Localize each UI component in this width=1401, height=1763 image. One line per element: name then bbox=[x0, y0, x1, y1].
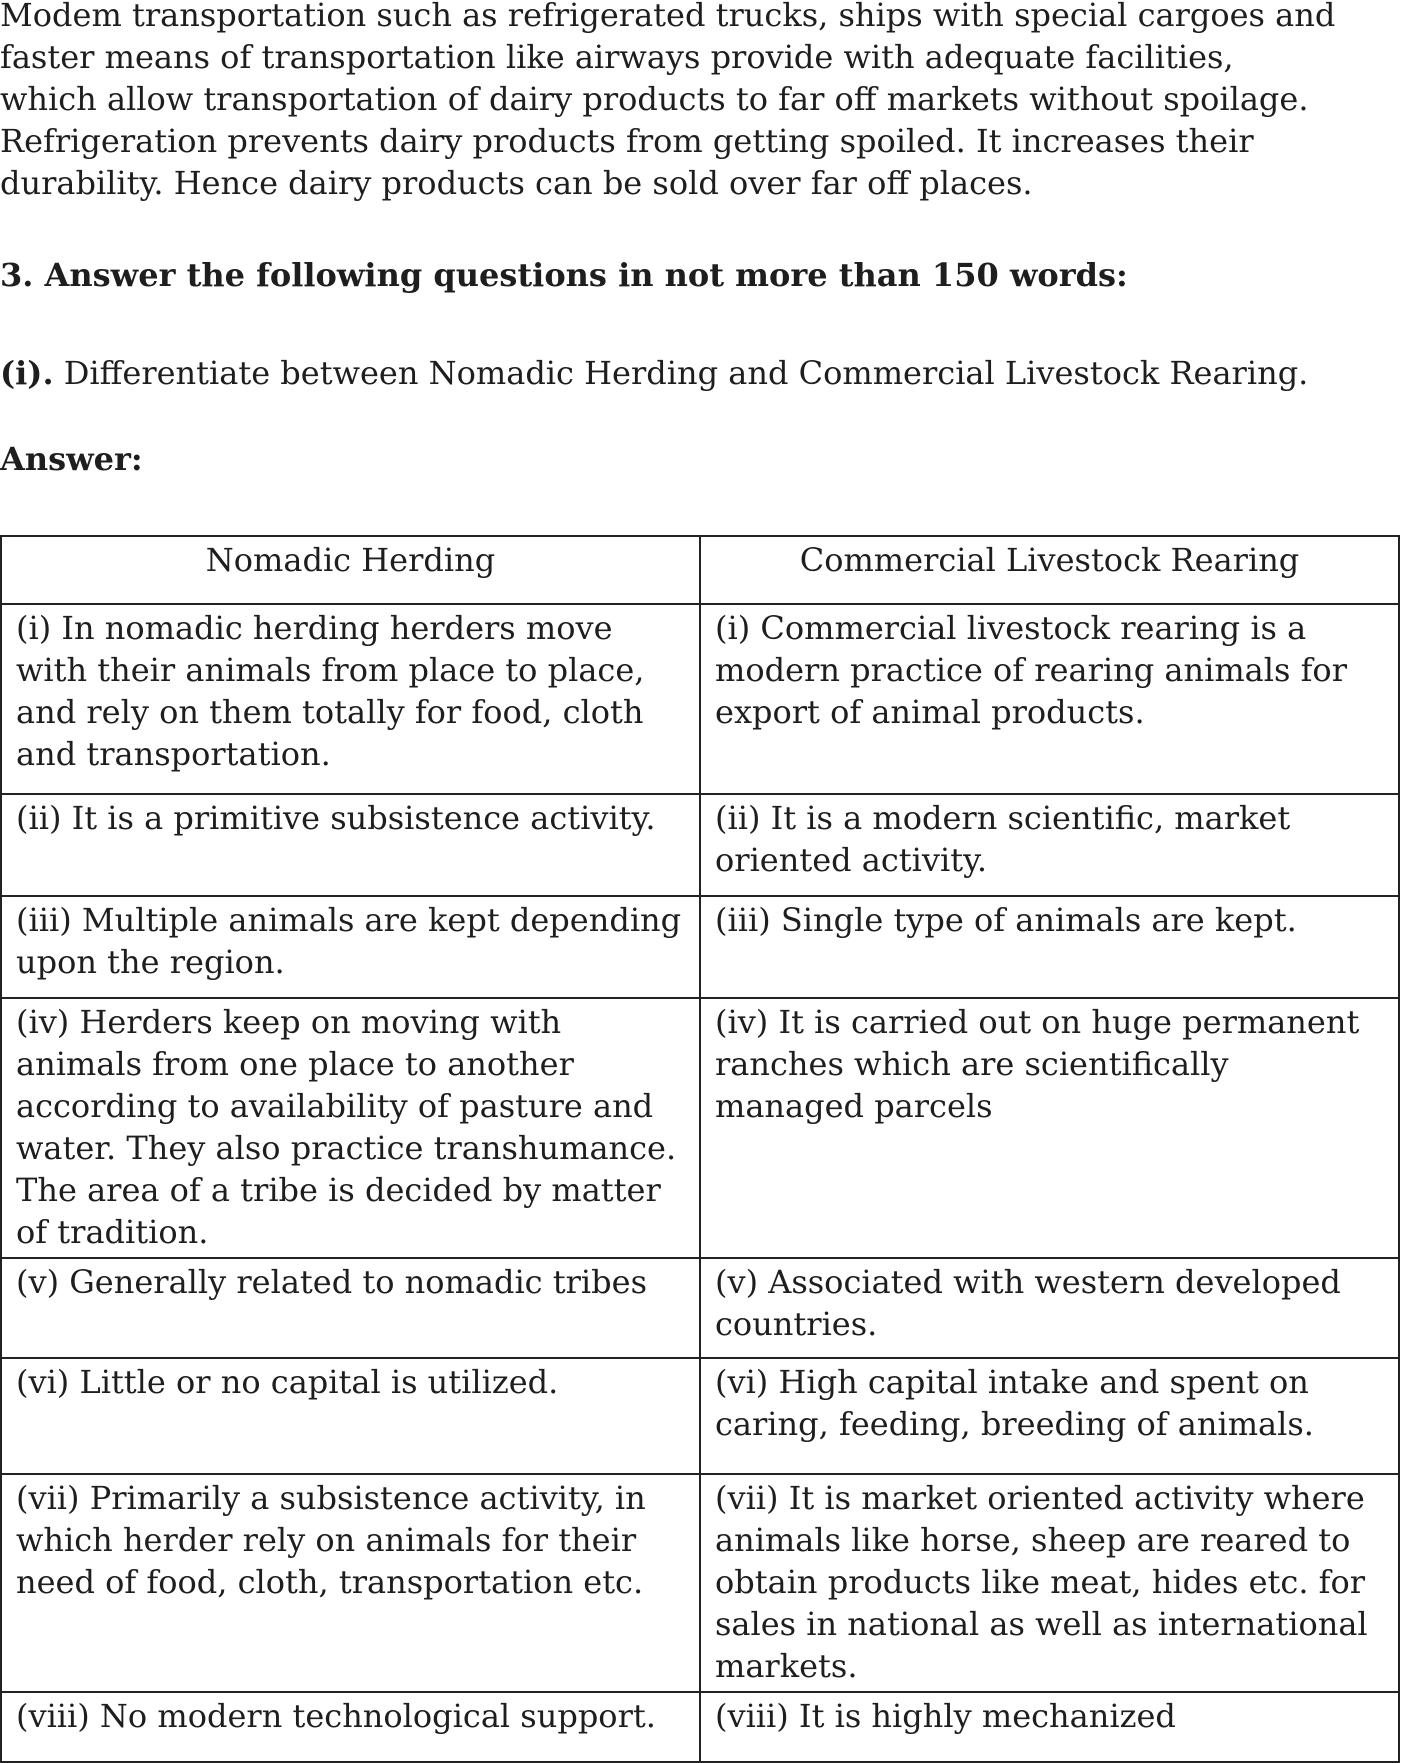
nomadic-cell: (vii) Primarily a subsistence activity, in which herder rely on animals for their need of food, cloth, transportation etc. bbox=[1, 1474, 700, 1692]
commercial-cell: (v) Associated with western developed countries. bbox=[700, 1258, 1399, 1358]
commercial-cell: (ii) It is a modern scientific, market oriented activity. bbox=[700, 794, 1399, 896]
nomadic-cell: (vi) Little or no capital is utilized. bbox=[1, 1358, 700, 1474]
nomadic-cell: (ii) It is a primitive subsistence activity. bbox=[1, 794, 700, 896]
answer-label: Answer: bbox=[0, 440, 143, 478]
question-text: Differentiate between Nomadic Herding and Commercial Livestock Rearing. bbox=[53, 354, 1309, 392]
nomadic-cell: (i) In nomadic herding herders move with their animals from place to place, and rely on them totally for food, cloth and transportation. bbox=[1, 604, 700, 794]
question-number: (i). bbox=[0, 354, 54, 392]
commercial-cell: (iv) It is carried out on huge permanent ranches which are scientifically managed parcels bbox=[700, 998, 1399, 1258]
header-nomadic-herding: Nomadic Herding bbox=[1, 536, 700, 604]
commercial-cell: (i) Commercial livestock rearing is a modern practice of rearing animals for export of animal products. bbox=[700, 604, 1399, 794]
intro-paragraph: Modem transportation such as refrigerated trucks, ships with special cargoes and faster means of transportation like airways provide with adequate facilities, which allow transportation of dairy products to far off markets without spoilage. Refrigeration prevents dairy products from getting spoiled. It increases their durability. Hence dairy products can be sold over far off places. bbox=[0, 0, 1336, 202]
comparison-table bbox=[0, 535, 1400, 1763]
nomadic-cell: (iv) Herders keep on moving with animals from one place to another according to availability of pasture and water. They also practice transhumance. The area of a tribe is decided by matter of tradition. bbox=[1, 998, 700, 1258]
table-row bbox=[1, 896, 1399, 998]
table-row bbox=[1, 1258, 1399, 1358]
table-row bbox=[1, 604, 1399, 794]
table-row bbox=[1, 998, 1399, 1258]
table-row bbox=[1, 794, 1399, 896]
question bbox=[0, 352, 1308, 394]
commercial-cell: (iii) Single type of animals are kept. bbox=[700, 896, 1399, 998]
commercial-cell: (vi) High capital intake and spent on caring, feeding, breeding of animals. bbox=[700, 1358, 1399, 1474]
nomadic-cell: (viii) No modern technological support. bbox=[1, 1692, 700, 1762]
commercial-cell: (viii) It is highly mechanized bbox=[700, 1692, 1399, 1762]
header-commercial-livestock: Commercial Livestock Rearing bbox=[700, 536, 1399, 604]
table-header-row bbox=[1, 536, 1399, 604]
nomadic-cell: (v) Generally related to nomadic tribes bbox=[1, 1258, 700, 1358]
section-heading: 3. Answer the following questions in not more than 150 words: bbox=[0, 256, 1128, 294]
table-row bbox=[1, 1692, 1399, 1762]
nomadic-cell: (iii) Multiple animals are kept depending upon the region. bbox=[1, 896, 700, 998]
commercial-cell: (vii) It is market oriented activity where animals like horse, sheep are reared to obtain products like meat, hides etc. for sales in national as well as international markets. bbox=[700, 1474, 1399, 1692]
table-row bbox=[1, 1358, 1399, 1474]
table-row bbox=[1, 1474, 1399, 1692]
